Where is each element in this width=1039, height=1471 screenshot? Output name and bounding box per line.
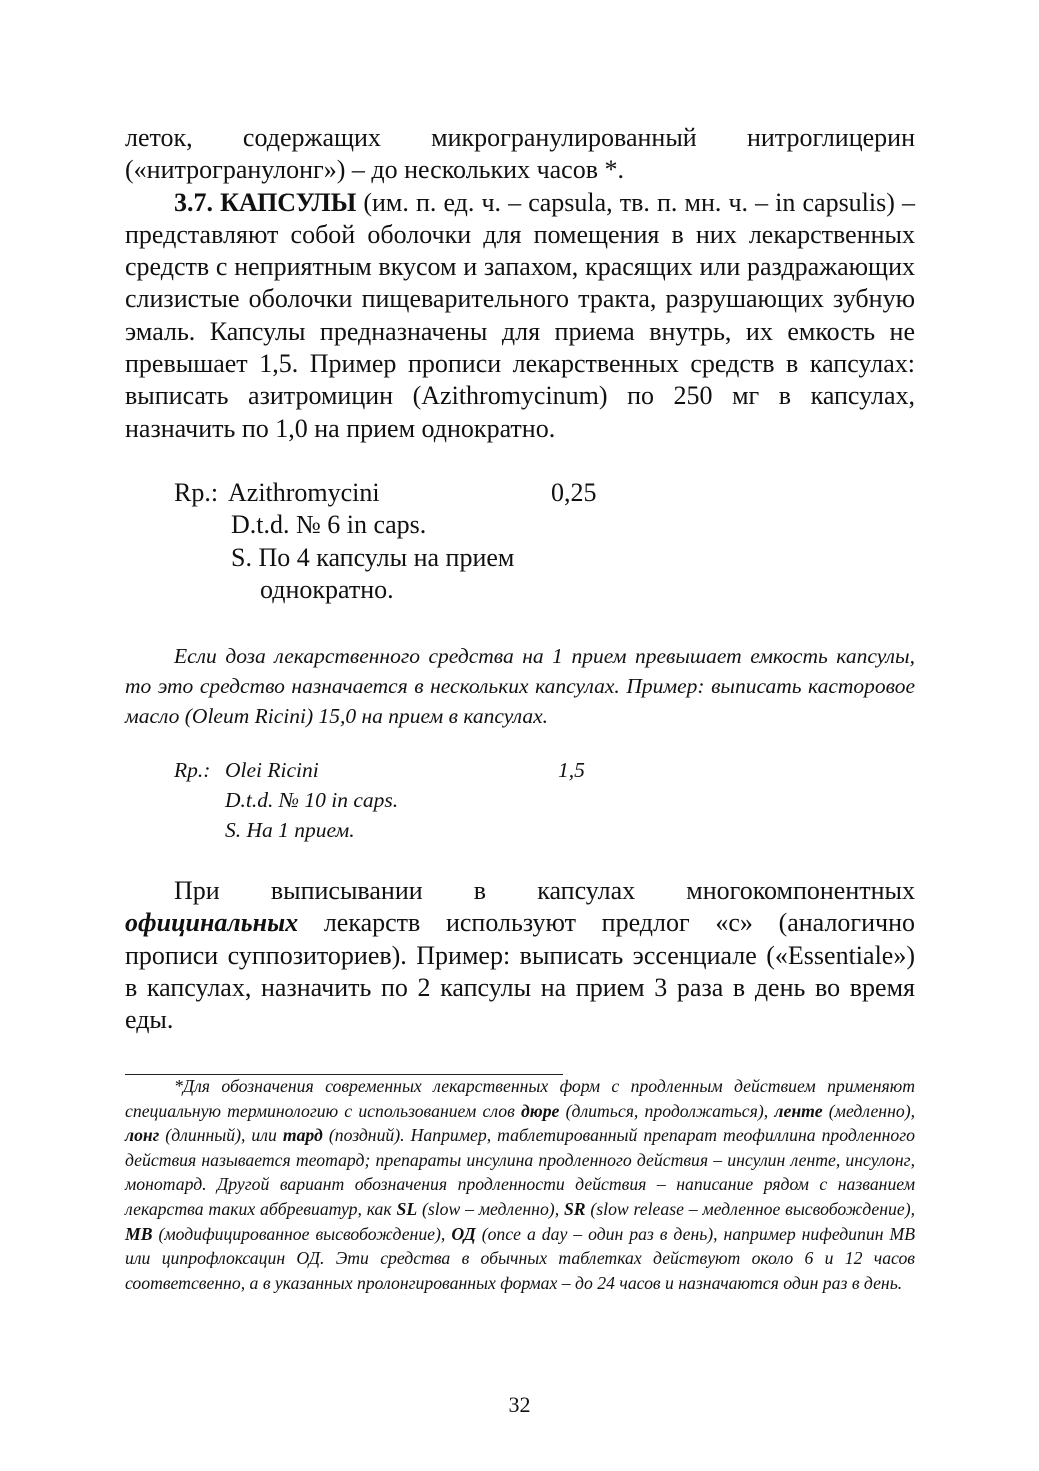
- footnote-text: (поздний). Например, таблетированный препарат теофиллина продленного действия называется теотард; препараты инсулина продленного действия – инсулин ленте, инсулонг, монотард. Другой вариант обозначения продленности действия – написание рядом с названием лекарства таких аббревиатур, как: [125, 1125, 915, 1219]
- footnote-text: (медленно),: [822, 1100, 916, 1121]
- section-paragraph: [125, 187, 915, 445]
- footnote-term: тард: [282, 1125, 323, 1146]
- rx-dose: 0,25: [551, 477, 597, 507]
- rx2-signa-line: S. На 1 прием.: [225, 817, 355, 842]
- rx-dtd-line: D.t.d. № 6 in caps.: [231, 510, 427, 540]
- footnote-text: (slow – медленно),: [417, 1198, 564, 1219]
- footnote-term: MB: [125, 1223, 153, 1244]
- footnote-term: лонг: [125, 1125, 160, 1146]
- rx-signa-line: S. По 4 капсулы на прием: [231, 542, 515, 572]
- footnote-text: (slow release – медленное высвобождение),: [585, 1198, 916, 1219]
- para3-text-2: лекарств используют предлог «с» (аналогично прописи суппозиториев). Пример: выписать эссенциале («Essentiale») в капсулах, назначить по 2 капсулы на прием 3 раза в день во время еды.: [125, 908, 915, 1035]
- page-body: [125, 122, 915, 1036]
- footnote-term: ленте: [774, 1100, 823, 1121]
- rx2-dose: 1,5: [558, 757, 585, 782]
- footnote-text: (длинный), или: [159, 1125, 283, 1146]
- rx2-dtd-line: D.t.d. № 10 in caps.: [225, 787, 399, 812]
- prescription-castor-oil: [125, 755, 915, 845]
- italic-note: Если доза лекарственного средства на 1 прием превышает емкость капсулы, то это средство назначается в нескольких капсулах. Пример: выписать касторовое масло (Oleum Ricini) 15,0 на прием в капсулах.: [125, 643, 915, 728]
- section-heading: 3.7. КАПСУЛЫ: [174, 187, 357, 217]
- footnote: [125, 1074, 915, 1295]
- prescription-azithromycin: [125, 477, 915, 607]
- section-text: (им. п. ед. ч. – capsula, тв. п. мн. ч. – in capsulis) – представляют собой оболочки для помещения в них лекарственных средств с неприятным вкусом и запахом, красящих или раздражающих слизистые оболочки пищеварительного тракта, разрушающих зубную эмаль. Капсулы предназначены для приема внутрь, их емкость не превышает 1,5. Пример прописи лекарственных средств в капсулах: выписать азитромицин (Azithromycinum) по 250 мг в капсулах, назначить по 1,0 на прием однократно.: [125, 187, 915, 443]
- rx-signa-continuation: однократно.: [260, 575, 394, 605]
- footnote-text: (длиться, продолжаться),: [559, 1100, 775, 1121]
- para3-text-1: При выписывании в капсулах многокомпонентных: [174, 875, 915, 905]
- footnote-text: (модифицированное высвобождение),: [152, 1223, 452, 1244]
- footnote-text: *Для обозначения современных лекарственных форм с продленным действием применяют специальную терминологию с использованием слов: [125, 1076, 915, 1121]
- page-number: 32: [508, 1392, 531, 1417]
- paragraph-officinal: [125, 875, 915, 1036]
- footnote-term: SL: [396, 1198, 418, 1219]
- paragraph-continuation: леток, содержащих микрогранулированный нитроглицерин («нитрогранулонг») – до нескольких часов *.: [125, 123, 915, 185]
- rx2-drug-name: Olei Ricini: [225, 757, 319, 782]
- footnote-term: дюре: [521, 1100, 560, 1121]
- footnote-term: ОД: [451, 1223, 476, 1244]
- rx-drug-name: Azithromycini: [228, 477, 380, 507]
- para3-bold-term: официнальных: [125, 908, 299, 938]
- footnote-term: SR: [563, 1198, 586, 1219]
- rx-rp-label: Rp.:: [174, 477, 219, 507]
- footnote-text: (once a day – один раз в день), например нифедипин МВ или ципрофлоксацин ОД. Эти средства в обычных таблетках действуют около 6 и 12 часов соответсвенно, а в указанных пролонгированных формах – до 24 часов и назначаются один раз в день.: [125, 1223, 915, 1293]
- rx2-rp-label: Rp.:: [174, 757, 211, 782]
